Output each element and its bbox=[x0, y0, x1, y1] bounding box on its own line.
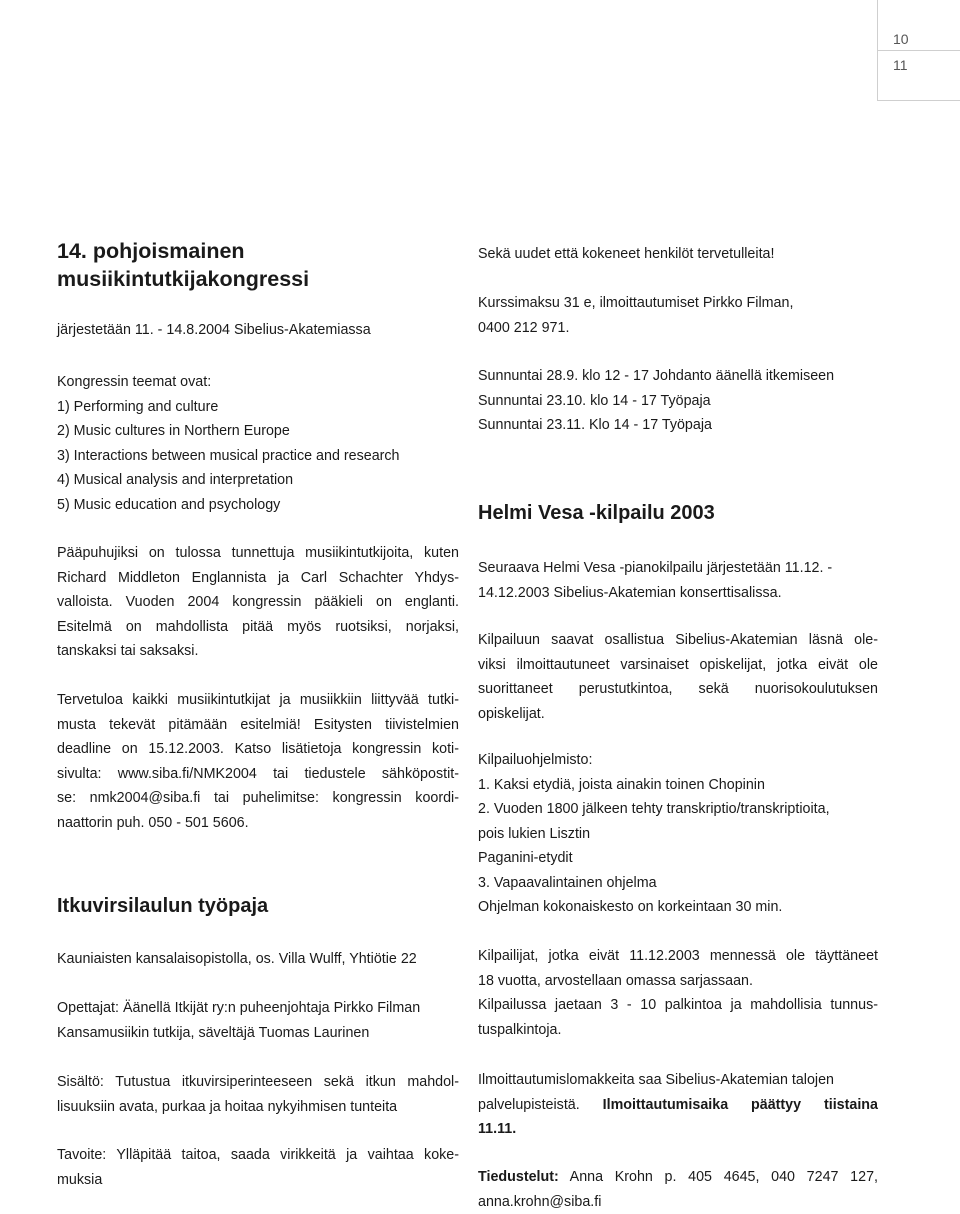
registration-place: palvelupisteistä. bbox=[478, 1097, 580, 1113]
registration-deadline-date: 11.11. bbox=[478, 1121, 516, 1137]
age-line: Kilpailijat, jotka eivät 11.12.2003 mennessä ole täyttäneet bbox=[478, 944, 878, 969]
eligibility-line: Kilpailuun saavat osallistua Sibelius-Akatemian läsnä ole- bbox=[478, 628, 878, 653]
competition-dates bbox=[478, 556, 832, 605]
inquiries-line bbox=[478, 1165, 878, 1190]
call-line: musta tekevät pitämään esitelmiä! Esitysten tiivistelmien bbox=[57, 713, 459, 738]
age-prizes-paragraph bbox=[478, 944, 878, 1042]
theme-item: 1) Performing and culture bbox=[57, 395, 400, 420]
content-line: lisuuksiin avata, purkaa ja hoitaa nykyihmisen tunteita bbox=[57, 1095, 459, 1120]
program-item: 1. Kaksi etydiä, joista ainakin toinen Chopinin bbox=[478, 773, 830, 798]
eligibility-paragraph bbox=[478, 628, 878, 726]
call-line: sivulta: www.siba.fi/NMK2004 tai tiedustele sähköpostit- bbox=[57, 762, 459, 787]
program-item: Paganini-etydit bbox=[478, 846, 830, 871]
page-number-divider bbox=[877, 50, 960, 51]
goal-line: muksia bbox=[57, 1168, 459, 1193]
program-item: 2. Vuoden 1800 jälkeen tehty transkriptio/transkriptioita, bbox=[478, 797, 830, 822]
workshop-teachers bbox=[57, 996, 420, 1045]
teacher-line: Opettajat: Äänellä Itkijät ry:n puheenjohtaja Pirkko Filman bbox=[57, 996, 420, 1021]
call-line: naattorin puh. 050 - 501 5606. bbox=[57, 811, 459, 836]
teacher-line: Kansamusiikin tutkija, säveltäjä Tuomas Laurinen bbox=[57, 1021, 420, 1046]
program-title: Kilpailuohjelmisto: bbox=[478, 748, 830, 773]
eligibility-line: suorittaneet perustutkintoa, sekä nuorisokoulutuksen bbox=[478, 677, 878, 702]
schedule-item: Sunnuntai 28.9. klo 12 - 17 Johdanto äänellä itkemiseen bbox=[478, 364, 834, 389]
inquiries-email: anna.krohn@siba.fi bbox=[478, 1190, 878, 1214]
speakers-line: Pääpuhujiksi on tulossa tunnettuja musiikintutkijoita, kuten bbox=[57, 541, 459, 566]
page-number-left: 10 bbox=[893, 31, 909, 47]
speakers-line: Esitelmä on mahdollista pitää myös ruotsiksi, norjaksi, bbox=[57, 615, 459, 640]
theme-item: 2) Music cultures in Northern Europe bbox=[57, 419, 400, 444]
speakers-line: Richard Middleton Englannista ja Carl Schachter Yhdys- bbox=[57, 566, 459, 591]
program-item: Ohjelman kokonaiskesto on korkeintaan 30 min. bbox=[478, 895, 830, 920]
program-item: 3. Vapaavalintainen ohjelma bbox=[478, 871, 830, 896]
workshop-content bbox=[57, 1070, 459, 1119]
inquiries-contact: Anna Krohn p. 405 4645, 040 7247 127, bbox=[570, 1169, 878, 1185]
fee-line: Kurssimaksu 31 e, ilmoittautumiset Pirkko Filman, bbox=[478, 291, 793, 316]
workshop-title: Itkuvirsilaulun työpaja bbox=[57, 895, 268, 918]
theme-item: 4) Musical analysis and interpretation bbox=[57, 468, 400, 493]
call-line: se: nmk2004@siba.fi tai puhelimitse: kongressin koordi- bbox=[57, 786, 459, 811]
dates-line: Seuraava Helmi Vesa -pianokilpailu järjestetään 11.12. - bbox=[478, 556, 832, 581]
competition-title: Helmi Vesa -kilpailu 2003 bbox=[478, 502, 715, 525]
eligibility-line: opiskelijat. bbox=[478, 702, 878, 727]
registration-line-2 bbox=[478, 1093, 878, 1118]
schedule-item: Sunnuntai 23.10. klo 14 - 17 Työpaja bbox=[478, 389, 834, 414]
schedule-list bbox=[478, 364, 834, 438]
fee-line: 0400 212 971. bbox=[478, 316, 793, 341]
workshop-goal bbox=[57, 1143, 459, 1192]
workshop-place: Kauniaisten kansalaisopistolla, os. Villa Wulff, Yhtiötie 22 bbox=[57, 947, 417, 972]
inquiries-label: Tiedustelut: bbox=[478, 1169, 559, 1185]
content-line: Sisältö: Tutustua itkuvirsiperinteeseen sekä itkun mahdol- bbox=[57, 1070, 459, 1095]
program-section bbox=[478, 748, 830, 920]
congress-title bbox=[57, 237, 309, 293]
call-for-papers-paragraph bbox=[57, 688, 459, 835]
theme-item: 3) Interactions between musical practice and research bbox=[57, 444, 400, 469]
call-line: deadline on 15.12.2003. Katso lisätietoja kongressin koti- bbox=[57, 737, 459, 762]
registration-paragraph bbox=[478, 1068, 878, 1142]
inquiries-paragraph bbox=[478, 1165, 878, 1214]
congress-title-line-2: musiikintutkijakongressi bbox=[57, 265, 309, 293]
eligibility-line: viksi ilmoittautuneet varsinaiset opiskelijat, jotka eivät ole bbox=[478, 653, 878, 678]
call-line: Tervetuloa kaikki musiikintutkijat ja musiikkiin liittyvää tutki- bbox=[57, 688, 459, 713]
program-item: pois lukien Lisztin bbox=[478, 822, 830, 847]
page-number-right: 11 bbox=[893, 57, 908, 73]
goal-line: Tavoite: Ylläpitää taitoa, saada virikkeitä ja vaihtaa koke- bbox=[57, 1143, 459, 1168]
speakers-line: tanskaksi tai saksaksi. bbox=[57, 639, 459, 664]
speakers-line: valloista. Vuoden 2004 kongressin pääkieli on englanti. bbox=[57, 590, 459, 615]
schedule-item: Sunnuntai 23.11. Klo 14 - 17 Työpaja bbox=[478, 413, 834, 438]
themes-intro: Kongressin teemat ovat: bbox=[57, 370, 400, 395]
registration-line-1: Ilmoittautumislomakkeita saa Sibelius-Akatemian talojen bbox=[478, 1068, 878, 1093]
workshop-welcome: Sekä uudet että kokeneet henkilöt tervetulleita! bbox=[478, 242, 774, 267]
dates-line: 14.12.2003 Sibelius-Akatemian konserttisalissa. bbox=[478, 581, 832, 606]
congress-dates: järjestetään 11. - 14.8.2004 Sibelius-Akatemiassa bbox=[57, 318, 371, 343]
age-line: 18 vuotta, arvostellaan omassa sarjassaan. bbox=[478, 969, 878, 994]
age-line: Kilpailussa jaetaan 3 - 10 palkintoa ja mahdollisia tunnus- bbox=[478, 993, 878, 1018]
theme-item: 5) Music education and psychology bbox=[57, 493, 400, 518]
registration-deadline: Ilmoittautumisaika päättyy tiistaina bbox=[603, 1097, 878, 1113]
registration-line-3 bbox=[478, 1117, 878, 1142]
themes-list bbox=[57, 370, 400, 517]
speakers-paragraph bbox=[57, 541, 459, 664]
course-fee bbox=[478, 291, 793, 340]
congress-title-line-1: 14. pohjoismainen bbox=[57, 237, 309, 265]
age-line: tuspalkintoja. bbox=[478, 1018, 878, 1043]
